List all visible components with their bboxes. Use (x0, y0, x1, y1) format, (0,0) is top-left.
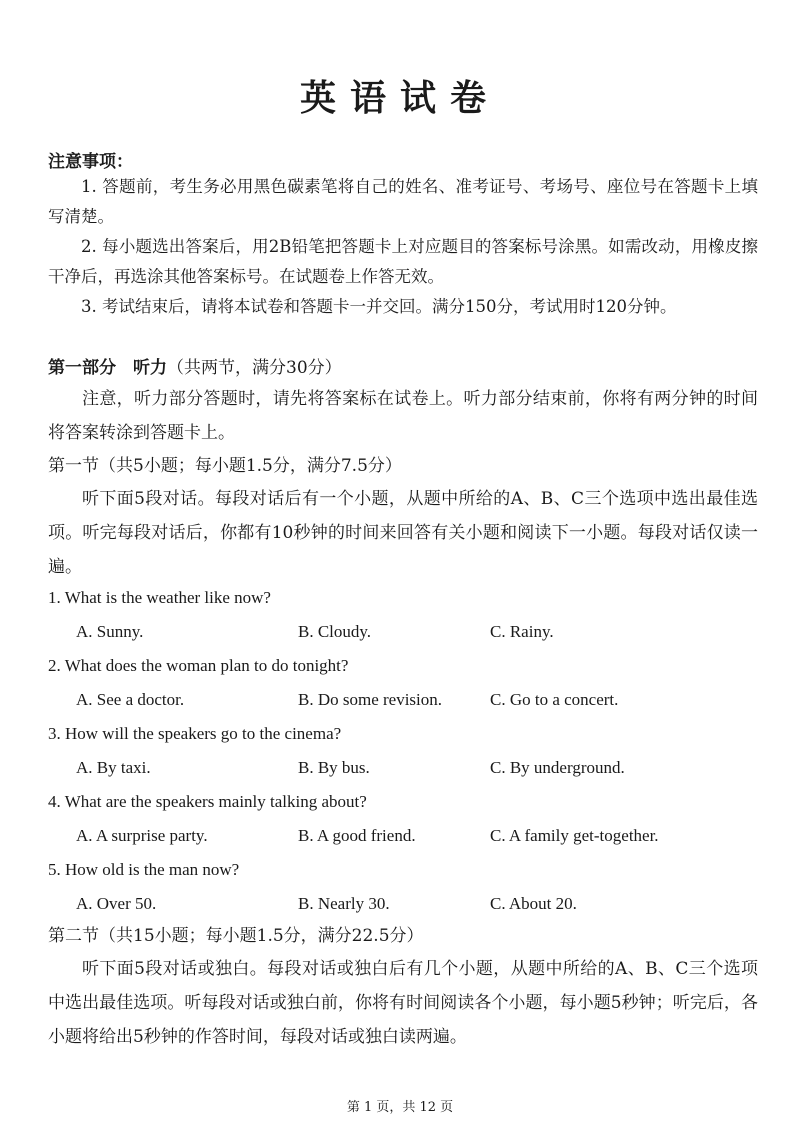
question-2: 2. What does the woman plan to do tonight? (48, 656, 349, 675)
part1-heading-bold: 第一部分 听力 (48, 358, 167, 378)
section2-heading: 第二节（共15小题；每小题1.5分，满分22.5分） (48, 926, 424, 946)
page-number: 第 1 页，共 12 页 (346, 1100, 454, 1115)
notice-heading: 注意事项： (48, 152, 133, 172)
q4-option-b: B. A good friend. (298, 826, 416, 845)
q1-option-b: B. Cloudy. (298, 622, 372, 641)
part1-instruction: 注意，听力部分答题时，请先将答案标在试卷上。听力部分结束前，你将有两分钟的时间将答案转涂到答题卡上。 (48, 389, 758, 443)
part1-heading (48, 356, 342, 380)
q3-option-c: C. By underground. (490, 758, 625, 777)
part1-heading-rest: （共两节，满分30分） (167, 358, 342, 378)
page-title: 英语试卷 (299, 77, 500, 119)
q3-option-b: B. By bus. (298, 758, 370, 777)
section1-instruction: 听下面5段对话。每段对话后有一个小题，从题中所给的A、B、C三个选项中选出最佳选项。听完每段对话后，你都有10秒钟的时间来回答有关小题和阅读下一小题。每段对话仅读一遍。 (48, 489, 758, 577)
notice-item-3: 3. 考试结束后，请将本试卷和答题卡一并交回。满分150分，考试用时120分钟。 (81, 297, 677, 316)
q2-option-c: C. Go to a concert. (490, 690, 619, 709)
q5-option-b: B. Nearly 30. (298, 894, 390, 913)
notice-item-2: 2. 每小题选出答案后，用2B铅笔把答题卡上对应题目的答案标号涂黑。如需改动，用橡皮擦干净后，再选涂其他答案标号。在试题卷上作答无效。 (48, 237, 758, 286)
section1-heading: 第一节（共5小题；每小题1.5分，满分7.5分） (48, 456, 402, 476)
section2-instruction: 听下面5段对话或独白。每段对话或独白后有几个小题，从题中所给的A、B、C三个选项中选出最佳选项。听每段对话或独白前，你将有时间阅读各个小题，每小题5秒钟；听完后，各小题将给出5秒钟的作答时间，每段对话或独白读两遍。 (48, 959, 758, 1047)
q5-option-a: A. Over 50. (76, 894, 157, 913)
q5-option-c: C. About 20. (490, 894, 577, 913)
q4-option-c: C. A family get-together. (490, 826, 659, 845)
q1-option-c: C. Rainy. (490, 622, 554, 641)
question-1: 1. What is the weather like now? (48, 588, 271, 607)
q1-option-a: A. Sunny. (76, 622, 144, 641)
notice-item-1: 1. 答题前，考生务必用黑色碳素笔将自己的姓名、准考证号、考场号、座位号在答题卡上填写清楚。 (48, 177, 758, 226)
q2-option-b: B. Do some revision. (298, 690, 443, 709)
q4-option-a: A. A surprise party. (76, 826, 208, 845)
q2-option-a: A. See a doctor. (76, 690, 185, 709)
question-4: 4. What are the speakers mainly talking about? (48, 792, 367, 811)
q3-option-a: A. By taxi. (76, 758, 151, 777)
question-5: 5. How old is the man now? (48, 860, 240, 879)
question-3: 3. How will the speakers go to the cinema? (48, 724, 342, 743)
